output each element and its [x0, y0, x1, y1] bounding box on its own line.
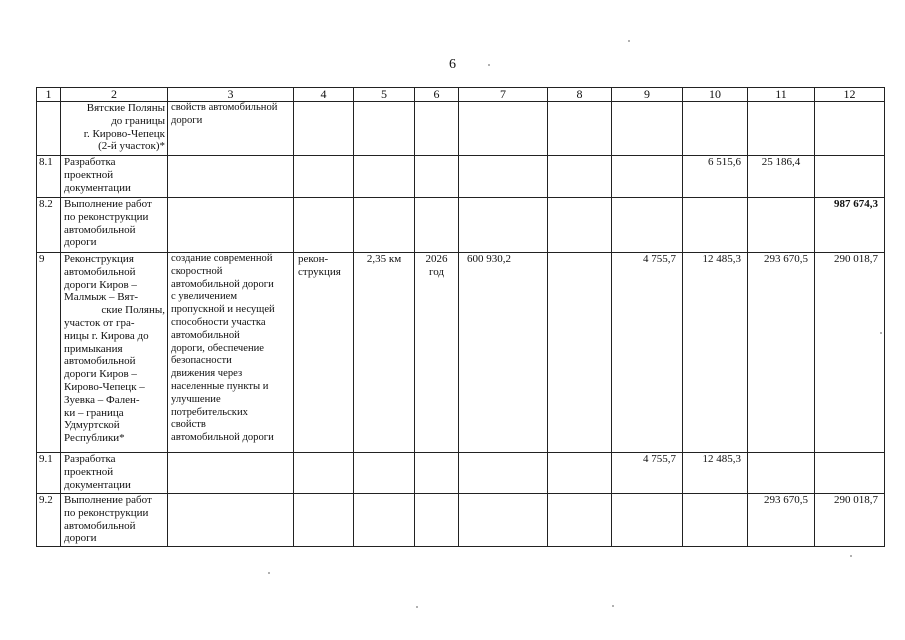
- value-col-12: [815, 156, 885, 198]
- value-col-10: [683, 102, 748, 156]
- work-type: [294, 453, 354, 494]
- text-line: улучшение: [171, 393, 221, 405]
- text-line: г. Кирово-Чепецк: [83, 127, 165, 140]
- value-col-7: [459, 198, 548, 253]
- col-header-1: 1: [37, 88, 61, 102]
- text-line: дороги: [64, 532, 97, 545]
- value-col-11: 293 670,5: [748, 253, 815, 453]
- table-row: [37, 494, 885, 547]
- text-line: скоростной: [171, 265, 223, 277]
- text-line: автомобильной: [64, 519, 136, 532]
- text-line: Выполнение работ: [64, 494, 152, 506]
- text-line: Разработка: [64, 453, 116, 465]
- completion-year: [415, 494, 459, 547]
- work-type: [294, 198, 354, 253]
- completion-year: [415, 453, 459, 494]
- col-header-5: 5: [354, 88, 415, 102]
- text-line: свойств автомобильной: [171, 102, 278, 113]
- text-line: создание современной: [171, 253, 273, 264]
- text-line: документации: [64, 478, 131, 491]
- text-line: по реконструкции: [64, 506, 149, 519]
- value-col-10: 12 485,3: [683, 453, 748, 494]
- text-line: проектной: [64, 465, 114, 478]
- object-purpose: [168, 453, 294, 494]
- text-line: Малмыж – Вят-: [64, 291, 139, 304]
- value-col-11: [748, 102, 815, 156]
- value-col-12: 290 018,7: [815, 253, 885, 453]
- text-line: потребительских: [171, 406, 248, 418]
- capacity: 2,35 км: [354, 253, 415, 453]
- text-line: дороги Киров –: [64, 278, 137, 291]
- value-col-11: 25 186,4: [748, 156, 815, 198]
- value-col-10: [683, 494, 748, 547]
- value-col-11: [748, 453, 815, 494]
- col-header-4: 4: [294, 88, 354, 102]
- text-line: Удмуртской: [64, 419, 120, 432]
- text-line: Кирово-Чепецк –: [64, 380, 145, 393]
- work-type: [294, 494, 354, 547]
- col-header-11: 11: [748, 88, 815, 102]
- object-purpose: [168, 102, 294, 156]
- text-line: движения через: [171, 368, 243, 380]
- row-number: [37, 102, 61, 156]
- text-line: участок от гра-: [64, 316, 135, 329]
- text-line: документации: [64, 181, 131, 194]
- text-line: ские Поляны,: [101, 304, 165, 317]
- scan-speck: [612, 605, 614, 607]
- value-col-12: 290 018,7: [815, 494, 885, 547]
- value-col-7: 600 930,2: [459, 253, 548, 453]
- text-line: автомобильной дороги: [171, 278, 274, 290]
- scan-speck: [416, 606, 418, 608]
- value-col-7: [459, 156, 548, 198]
- scan-speck: [488, 64, 490, 66]
- col-header-3: 3: [168, 88, 294, 102]
- object-name: [61, 156, 168, 198]
- row-number: 8.1: [37, 156, 61, 198]
- table-row: [37, 102, 885, 156]
- text-line: пропускной и несущей: [171, 304, 275, 316]
- completion-year: [415, 156, 459, 198]
- text-line: по реконструкции: [64, 210, 149, 223]
- work-type: [294, 102, 354, 156]
- text-line: автомобильной: [64, 265, 136, 278]
- object-name: [61, 102, 168, 156]
- capacity: [354, 156, 415, 198]
- row-number: 9.2: [37, 494, 61, 547]
- capacity: [354, 494, 415, 547]
- col-header-6: 6: [415, 88, 459, 102]
- text-line: до границы: [111, 114, 165, 127]
- capacity: [354, 102, 415, 156]
- object-purpose: [168, 253, 294, 453]
- value-col-10: [683, 198, 748, 253]
- capacity: [354, 198, 415, 253]
- text-line: дороги: [64, 236, 97, 249]
- value-col-8: [548, 102, 612, 156]
- col-header-8: 8: [548, 88, 612, 102]
- row-number: 9: [37, 253, 61, 453]
- object-name: [61, 494, 168, 547]
- text-line: автомобильной: [171, 329, 240, 341]
- capacity: [354, 453, 415, 494]
- col-header-9: 9: [612, 88, 683, 102]
- object-purpose: [168, 198, 294, 253]
- value-col-8: [548, 253, 612, 453]
- text-line: автомобильной: [64, 223, 136, 236]
- table-row: [37, 453, 885, 494]
- header-row: [37, 88, 885, 102]
- value-col-9: 4 755,7: [612, 253, 683, 453]
- object-name: [61, 198, 168, 253]
- col-header-12: 12: [815, 88, 885, 102]
- value-col-7: [459, 102, 548, 156]
- text-line: с увеличением: [171, 291, 238, 303]
- text-line: автомобильной дороги: [171, 432, 274, 444]
- text-line: автомобильной: [64, 355, 136, 368]
- text-line: Разработка: [64, 156, 116, 168]
- text-line: Зуевка – Фален-: [64, 393, 140, 406]
- value-col-9: [612, 494, 683, 547]
- text-line: способности участка: [171, 316, 266, 328]
- value-col-9: [612, 102, 683, 156]
- text-line: населенные пункты и: [171, 380, 269, 392]
- scan-speck: [850, 555, 852, 557]
- text-line: год: [428, 265, 445, 278]
- value-col-8: [548, 494, 612, 547]
- table-row: [37, 253, 885, 453]
- text-line: Реконструкция: [64, 253, 134, 265]
- text-line: струкция: [298, 265, 341, 278]
- object-purpose: [168, 156, 294, 198]
- value-col-9: [612, 156, 683, 198]
- page-number: 6: [449, 57, 456, 72]
- col-header-10: 10: [683, 88, 748, 102]
- scan-speck: [628, 40, 630, 42]
- completion-year: [415, 198, 459, 253]
- value-col-10: 6 515,6: [683, 156, 748, 198]
- text-line: свойств: [171, 419, 206, 431]
- text-line: примыкания: [64, 342, 123, 355]
- completion-year: [415, 102, 459, 156]
- col-header-7: 7: [459, 88, 548, 102]
- work-type: [294, 156, 354, 198]
- table-row: [37, 198, 885, 253]
- text-line: дороги Киров –: [64, 368, 137, 381]
- text-line: безопасности: [171, 355, 232, 367]
- col-header-2: 2: [61, 88, 168, 102]
- value-col-10: 12 485,3: [683, 253, 748, 453]
- work-type: [294, 253, 354, 453]
- text-line: Выполнение работ: [64, 198, 152, 210]
- text-line: рекон-: [298, 253, 329, 265]
- object-name: [61, 253, 168, 453]
- value-col-7: [459, 453, 548, 494]
- scan-speck: [268, 572, 270, 574]
- value-col-8: [548, 156, 612, 198]
- value-col-12: 987 674,3: [815, 198, 885, 253]
- row-number: 8.2: [37, 198, 61, 253]
- object-purpose: [168, 494, 294, 547]
- text-line: (2-й участок)*: [98, 140, 165, 153]
- text-line: проектной: [64, 168, 114, 181]
- text-line: 2026: [425, 253, 448, 265]
- value-col-9: 4 755,7: [612, 453, 683, 494]
- value-col-11: 293 670,5: [748, 494, 815, 547]
- investment-table: [36, 87, 885, 547]
- value-col-12: [815, 102, 885, 156]
- value-col-7: [459, 494, 548, 547]
- text-line: ки – граница: [64, 406, 124, 419]
- text-line: Вятские Поляны: [86, 102, 165, 114]
- text-line: Республики*: [64, 432, 125, 445]
- row-number: 9.1: [37, 453, 61, 494]
- value-col-11: [748, 198, 815, 253]
- text-line: дороги, обеспечение: [171, 342, 264, 354]
- completion-year: [415, 253, 459, 453]
- text-line: дороги: [171, 114, 203, 126]
- table-row: [37, 156, 885, 198]
- value-col-9: [612, 198, 683, 253]
- value-col-8: [548, 453, 612, 494]
- scan-speck: [880, 332, 882, 334]
- value-col-12: [815, 453, 885, 494]
- object-name: [61, 453, 168, 494]
- text-line: ницы г. Кирова до: [64, 329, 149, 342]
- value-col-8: [548, 198, 612, 253]
